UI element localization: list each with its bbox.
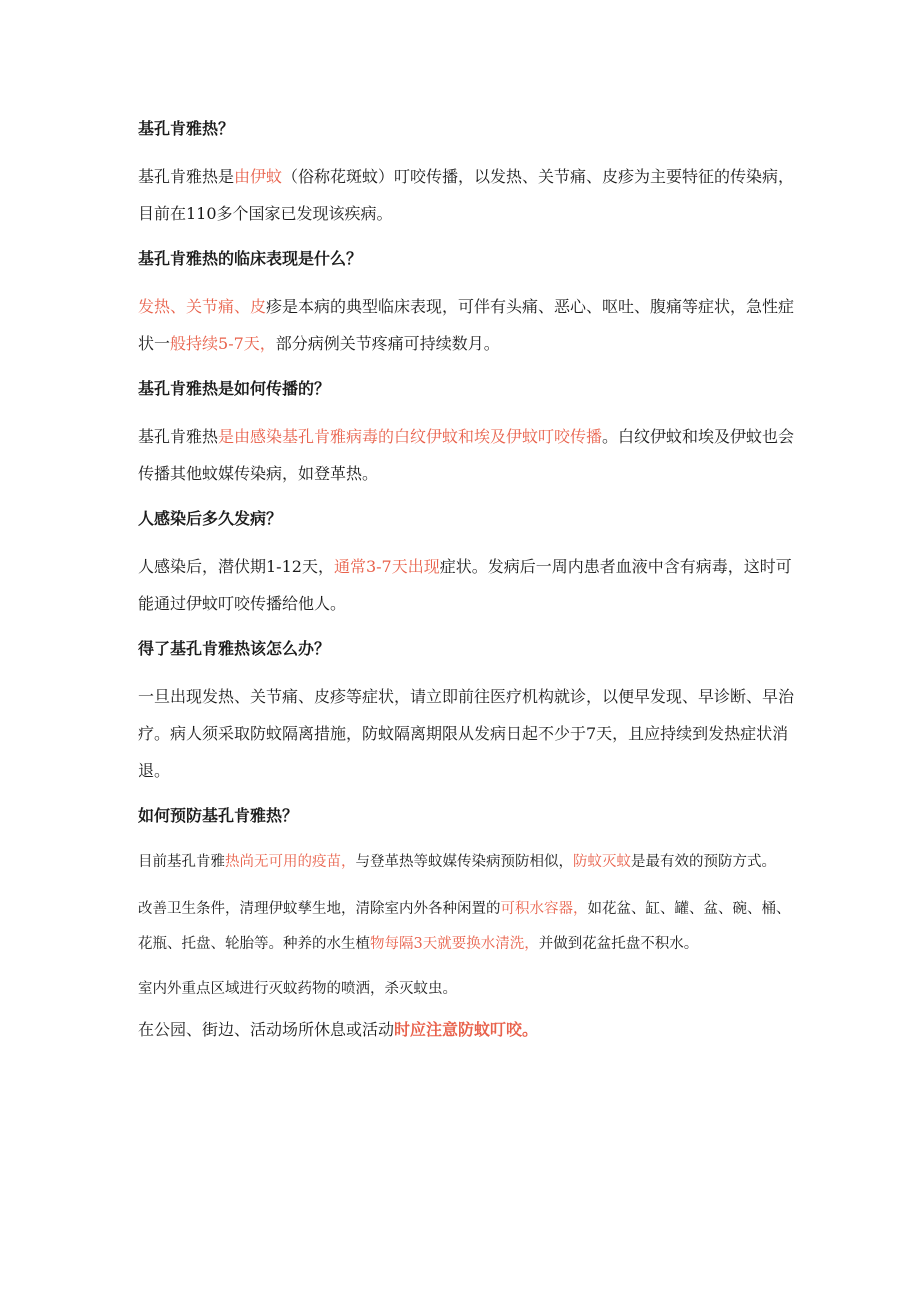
answer-paragraph <box>138 418 798 492</box>
highlight-text: 可积水容器， <box>500 901 588 917</box>
text: 与登革热等蚊媒传染病预防相似， <box>355 854 573 870</box>
text: 人感染后，潜伏期1-12天， <box>138 557 334 576</box>
answer-paragraph <box>138 972 798 1007</box>
highlight-text: 发热、关节痛、皮 <box>138 297 267 316</box>
text: 症状。发病后一周内患者血液中含有病毒，这时可能通过伊蚊叮咬传播给他人。 <box>138 557 792 613</box>
text: 改善卫生条件，清理伊蚊孳生地，清除室内外各种闲置的 <box>138 901 501 917</box>
text: 目前基孔肯雅 <box>138 854 225 870</box>
question-heading: 如何预防基孔肯雅热？ <box>138 806 299 825</box>
highlight-text: 热尚无可用的疫苗， <box>225 854 356 870</box>
answer-paragraph <box>138 845 798 880</box>
text: 。白纹伊蚊和埃及伊蚊也会传播其他蚊媒传染病，如登革热。 <box>138 427 795 483</box>
text: 病的典型临床表现，可伴有头痛、恶心、呕吐、腹痛等症状，急性症状一 <box>138 297 795 353</box>
document-body <box>138 108 798 1048</box>
text: 部分病例关节疼痛可持续数月。 <box>275 334 500 353</box>
highlight-text: 物每隔3天就要换水清洗， <box>370 936 539 952</box>
highlight-text: 由伊蚊 <box>234 167 283 186</box>
text: 是最有效的预防方式。 <box>631 854 776 870</box>
text: 室内外重点区域进行灭蚊药物的喷洒，杀灭蚊虫。 <box>138 981 457 997</box>
question-heading: 基孔肯雅热的临床表现是什么？ <box>138 249 363 268</box>
answer-paragraph <box>138 1011 798 1048</box>
question-heading: 得了基孔肯雅热该怎么办？ <box>138 639 331 658</box>
highlight-text: 般持续5-7天， <box>170 334 276 353</box>
text: 如花盆、缸、罐、盆、碗、桶、花瓶、托盘、轮胎等。种养的水生植 <box>138 901 791 952</box>
question-heading: 基孔肯雅热是如何传播的？ <box>138 379 331 398</box>
highlight-text: 通常3-7天出现 <box>333 557 440 576</box>
question-heading: 基孔肯雅热？ <box>138 119 235 138</box>
highlight-text: 是由感染基孔肯雅病毒的白纹伊蚊和埃及伊蚊叮咬传播 <box>218 427 603 446</box>
highlight-text: 时应注意防蚊叮咬。 <box>394 1020 539 1039</box>
text: 一旦出现发热、关节痛、皮疹等症状，请立即前往医疗机构就诊，以便早发现、早诊断、早治疗。病人须采取防蚊隔离措施，防蚊隔离期限从发病日起不少于7天，且应持续到发热症状消退。 <box>138 687 795 780</box>
text: 并做到花盆托盘不积水。 <box>538 936 699 952</box>
text: 疹是本 <box>266 297 315 316</box>
text: 基孔肯雅热是 <box>138 167 235 186</box>
answer-paragraph <box>138 158 798 232</box>
text: （俗称花斑蚊）叮咬传播，以发热、关节痛、皮疹为主要特征的传染病，目前在110多个国家已发现该疾病。 <box>138 167 795 223</box>
answer-paragraph <box>138 288 798 362</box>
highlight-text: 防蚊灭蚊 <box>573 854 631 870</box>
question-heading: 人感染后多久发病？ <box>138 509 283 528</box>
answer-paragraph <box>138 678 798 789</box>
text: 基孔肯雅热 <box>138 427 219 446</box>
text: 在公园、街边、活动场所休息或活动 <box>138 1020 395 1039</box>
answer-paragraph <box>138 892 798 962</box>
answer-paragraph <box>138 548 798 622</box>
